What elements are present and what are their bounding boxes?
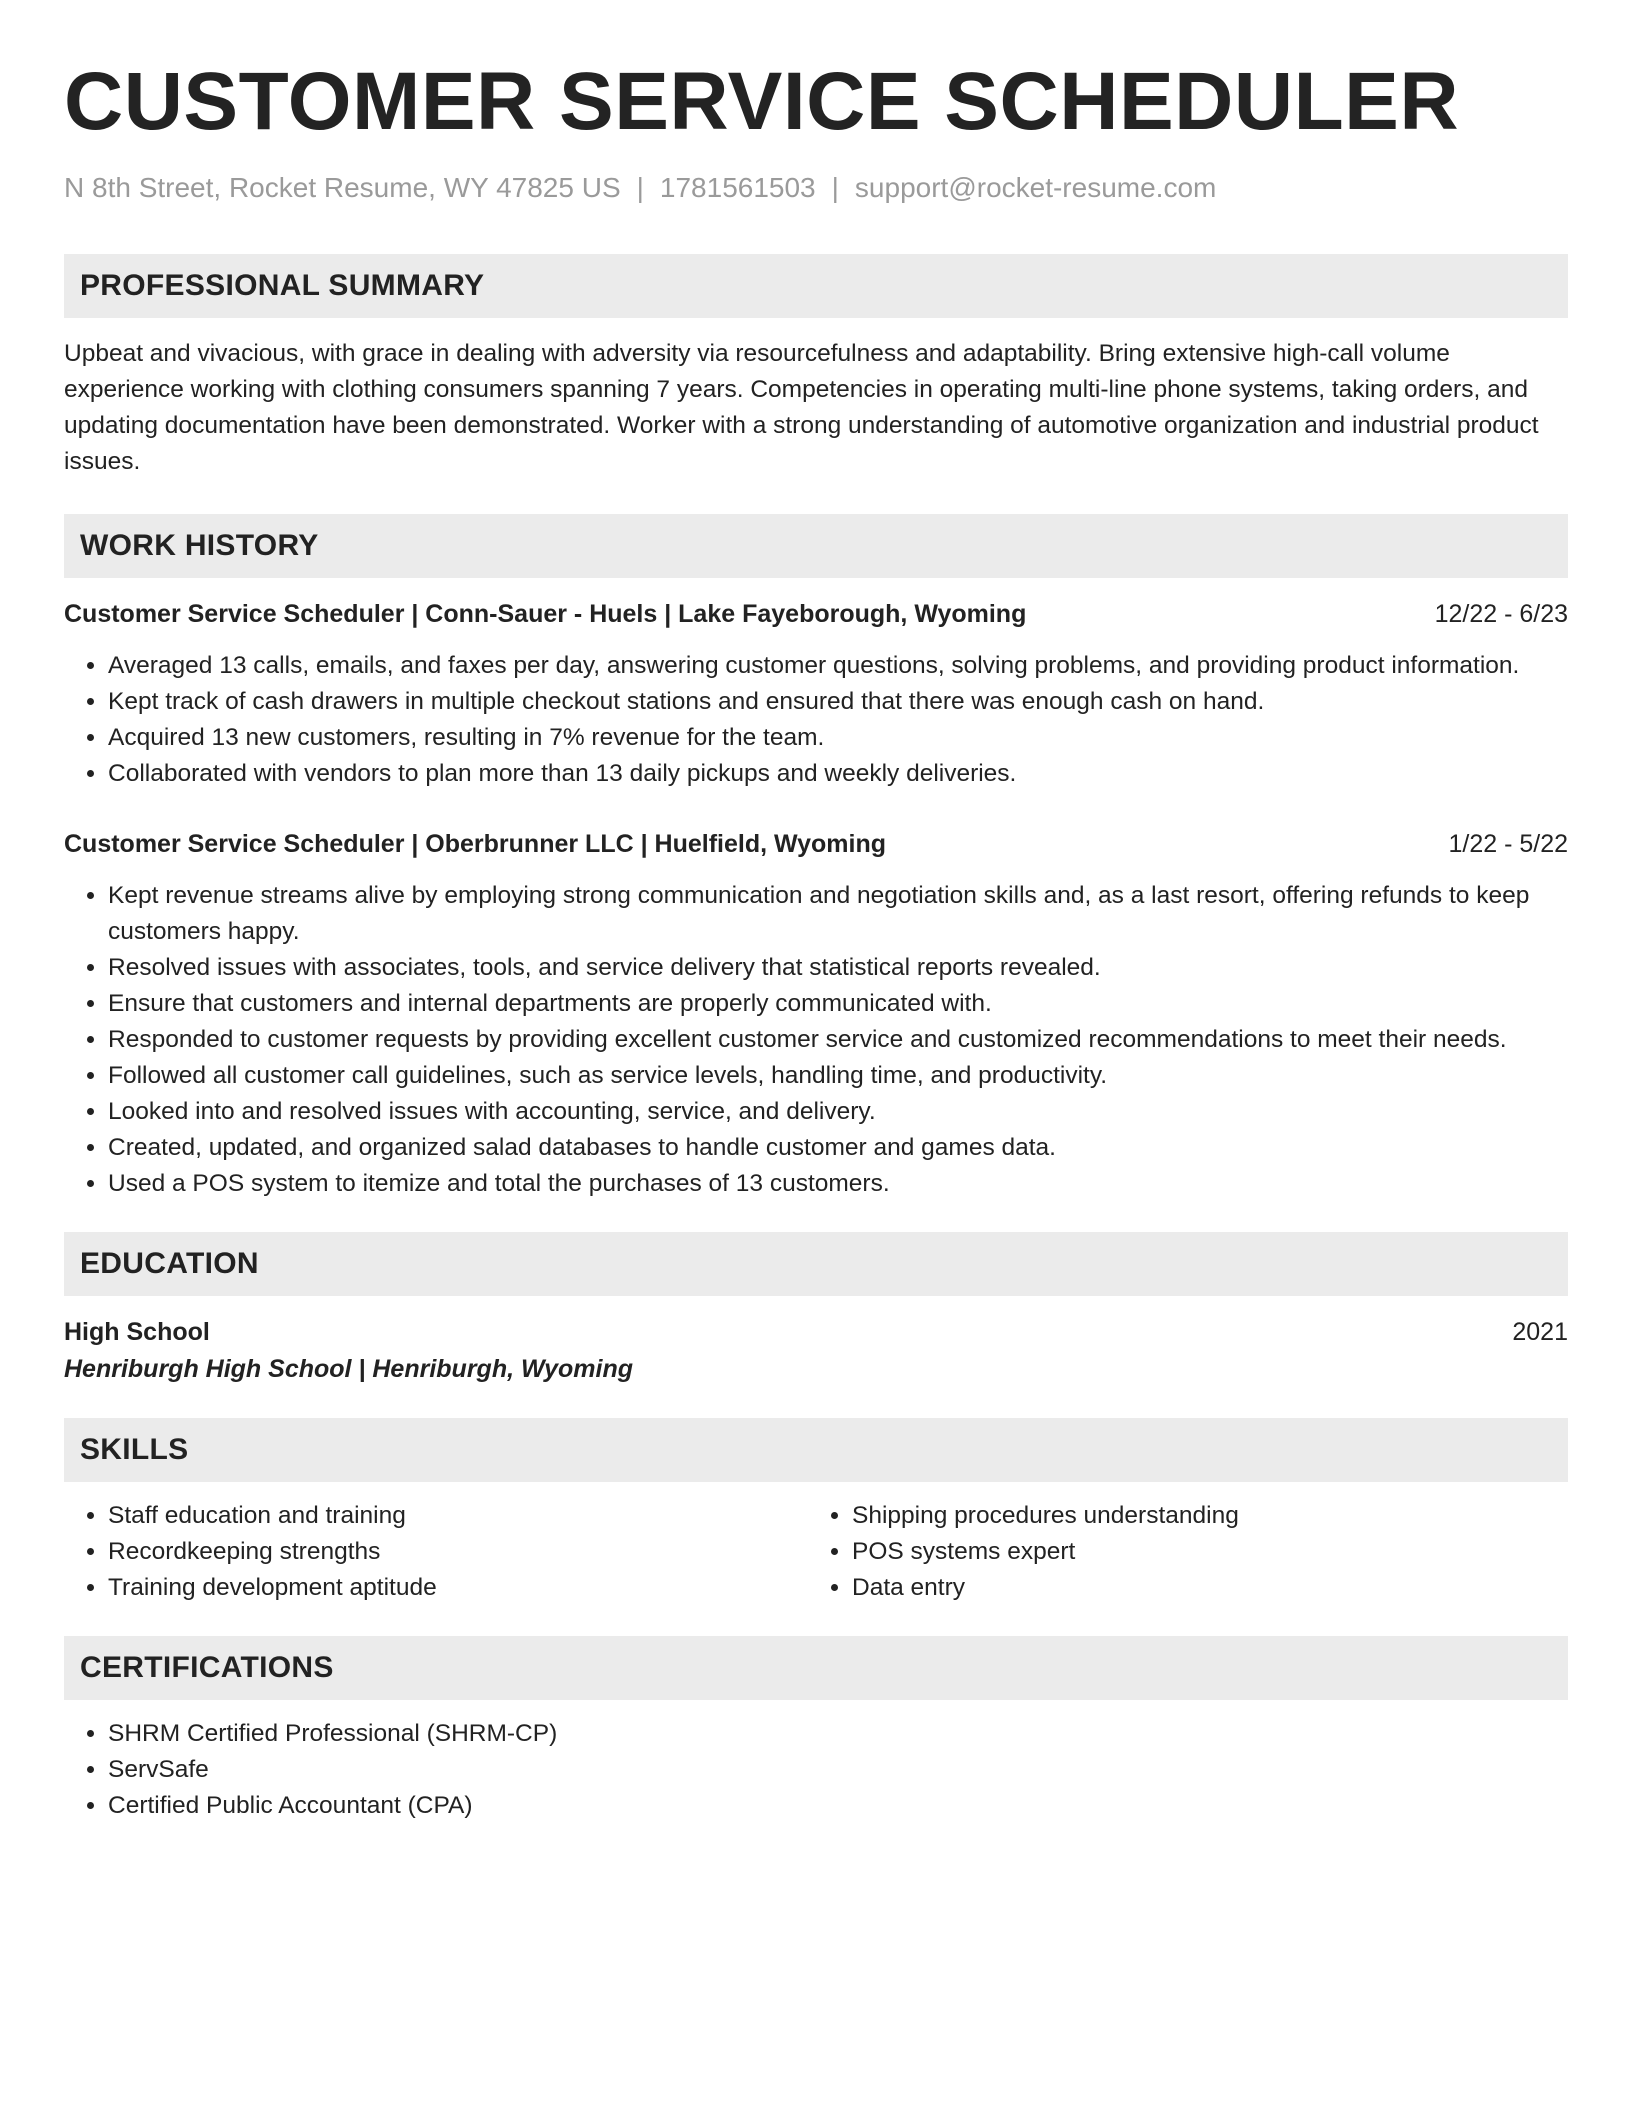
job-entry [64,826,1568,1202]
skills-columns [64,1498,1568,1606]
list-item: • Responded to customer requests by providing excellent customer service and customized recommendations to meet their needs. [108,1022,1568,1058]
email-link[interactable]: support@rocket-resume.com [854,172,1217,203]
job-entry [64,596,1568,792]
job-title: Customer Service Scheduler | Conn-Sauer - Huels | Lake Fayeborough, Wyoming [64,600,1027,628]
job-dates: 1/22 - 5/22 [1448,830,1568,858]
list-item: • Kept revenue streams alive by employing strong communication and negotiation skills and, as a last resort, offering refunds to keep customers happy. [108,878,1568,950]
certifications-list [64,1716,1568,1824]
job-bullets [64,878,1568,1202]
skill-item: • Shipping procedures understanding [852,1498,1552,1534]
job-header [64,596,1568,632]
graduation-year: 2021 [1512,1318,1568,1346]
list-item: • Resolved issues with associates, tools, and service delivery that statistical reports revealed. [108,950,1568,986]
list-item: • Used a POS system to itemize and total the purchases of 13 customers. [108,1166,1568,1202]
list-item: • Collaborated with vendors to plan more than 13 daily pickups and weekly deliveries. [108,756,1568,792]
job-header [64,826,1568,862]
list-item: • Looked into and resolved issues with accounting, service, and delivery. [108,1094,1568,1130]
certification-item: • ServSafe [108,1752,1568,1788]
list-item: • Kept track of cash drawers in multiple checkout stations and ensured that there was enough cash on hand. [108,684,1568,720]
section-heading-education: EDUCATION [64,1232,1568,1296]
degree: High School [64,1318,210,1346]
list-item: • Followed all customer call guidelines, such as service levels, handling time, and productivity. [108,1058,1568,1094]
section-heading-work-history: WORK HISTORY [64,514,1568,578]
summary-text: Upbeat and vivacious, with grace in dealing with adversity via resourcefulness and adaptability. Bring extensive high-call volume experience working with clothing consumers spanning 7 years. Competencies in operating multi-line phone systems, taking orders, and updating documentation have been demonstrated. Worker with a strong understanding of automotive organization and industrial product issues. [64,340,1539,475]
list-item: • Created, updated, and organized salad databases to handle customer and games data. [108,1130,1568,1166]
certification-item: • Certified Public Accountant (CPA) [108,1788,1568,1824]
skill-item: • Staff education and training [108,1498,808,1534]
certification-item: • SHRM Certified Professional (SHRM-CP) [108,1716,1568,1752]
skill-item: • POS systems expert [852,1534,1552,1570]
section-heading-certifications: CERTIFICATIONS [64,1636,1568,1700]
skills-list-left [64,1498,808,1606]
education-header [64,1314,1568,1350]
list-item: • Ensure that customers and internal departments are properly communicated with. [108,986,1568,1022]
skills-list-right [808,1498,1552,1606]
address: N 8th Street, Rocket Resume, WY 47825 US [64,172,621,203]
job-dates: 12/22 - 6/23 [1434,600,1568,628]
skill-item: • Data entry [852,1570,1552,1606]
section-heading-skills: SKILLS [64,1418,1568,1482]
job-bullets [64,648,1568,792]
job-title: Customer Service Scheduler | Oberbrunner LLC | Huelfield, Wyoming [64,830,887,858]
skill-item: • Training development aptitude [108,1570,808,1606]
contact-line [64,170,1568,206]
skill-item: • Recordkeeping strengths [108,1534,808,1570]
list-item: • Acquired 13 new customers, resulting in 7% revenue for the team. [108,720,1568,756]
phone: 1781561503 [659,172,816,203]
school-name: Henriburgh High School | Henriburgh, Wyoming [64,1355,634,1383]
list-item: • Averaged 13 calls, emails, and faxes per day, answering customer questions, solving problems, and providing product information. [108,648,1568,684]
section-heading-summary: PROFESSIONAL SUMMARY [64,254,1568,318]
separator: | [831,172,839,203]
candidate-name: CUSTOMER SERVICE SCHEDULER [64,56,1460,147]
separator: | [636,172,644,203]
